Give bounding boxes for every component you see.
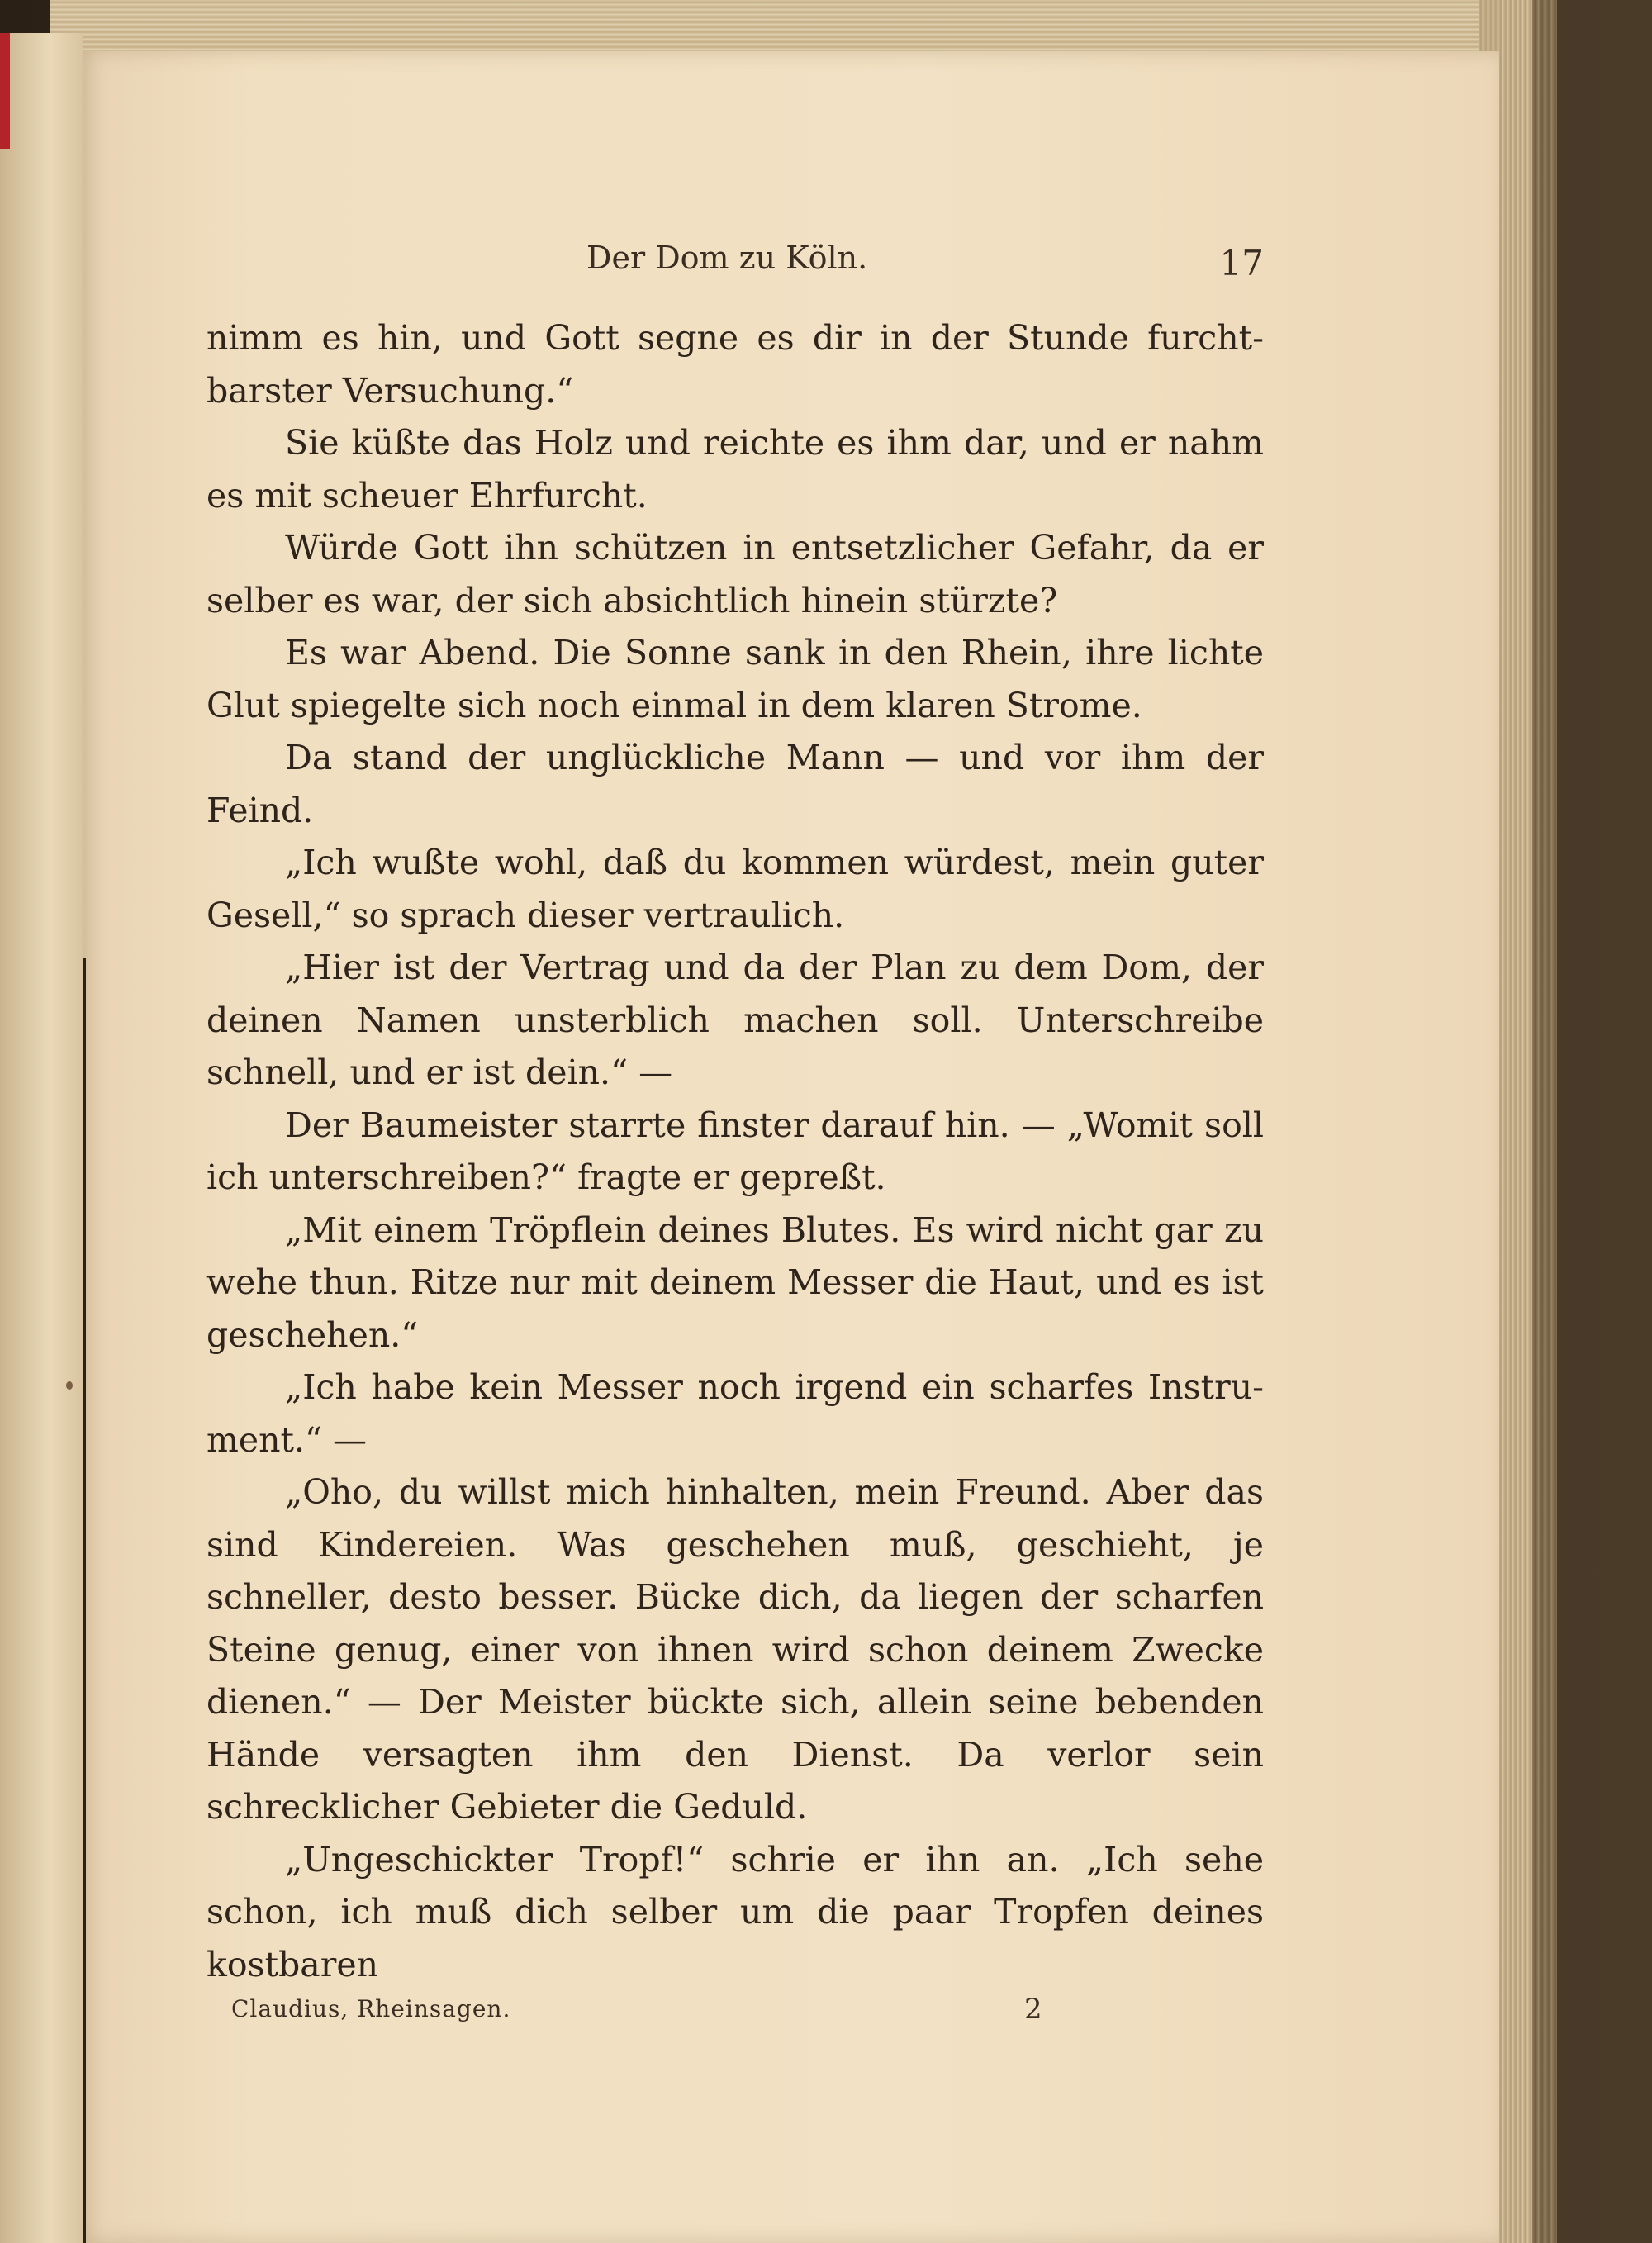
paragraph-1: nimm es hin, und Gott segne es dir in der Stunde furcht-barster Versuchung.“ — [206, 318, 1264, 411]
book-cover — [0, 33, 83, 2243]
paragraph-5: Da stand der unglückliche Mann — und vor ihm der Feind. — [206, 738, 1264, 830]
paragraph-6: „Ich wußte wohl, daß du kommen würdest, mein guter Gesell,“ so sprach dieser vertraulich. — [206, 843, 1264, 935]
page-stack-right-dark — [1532, 0, 1557, 2243]
paragraph-11: „Oho, du willst mich hinhalten, mein Freund. Aber das sind Kindereien. Was geschehen muß, geschieht, je schneller, desto besser. Bücke dich, da liegen der scharfen Steine genug, einer von ihnen wird schon deinem Zwecke dienen.“ — Der Meister bückte sich, allein seine bebenden Hände versagten ihm den Dienst. Da verlor sein schrecklicher Gebieter die Geduld. — [206, 1472, 1264, 1827]
paragraph-4: Es war Abend. Die Sonne sank in den Rhein, ihre lichte Glut spiegelte sich noch einmal in dem klaren Strome. — [206, 633, 1264, 725]
running-head — [206, 240, 1264, 289]
paragraph-8: Der Baumeister starrte finster darauf hin. — „Womit soll ich unterschreiben?“ fragte er gepreßt. — [206, 1105, 1264, 1197]
paragraph-7: „Hier ist der Vertrag und da der Plan zu dem Dom, der deinen Namen unsterblich machen soll. Unterschreibe schnell, und er ist dein.“ — — [206, 948, 1264, 1092]
footer-sheet-number: 2 — [1024, 1993, 1042, 2026]
paragraph-10: „Ich habe kein Messer noch irgend ein scharfes Instru-ment.“ — — [206, 1367, 1264, 1460]
body-text — [206, 312, 1264, 1991]
footer-signature: Claudius, Rheinsagen. — [231, 1995, 511, 2022]
cover-red-edge — [0, 33, 10, 149]
gutter-line — [83, 958, 86, 2243]
paragraph-9: „Mit einem Tröpflein deines Blutes. Es wird nicht gar zu wehe thun. Ritze nur mit deinem Messer die Haut, und es ist geschehen.“ — [206, 1209, 1264, 1355]
page-number: 17 — [1219, 243, 1264, 283]
paper-speck — [66, 1381, 73, 1390]
paragraph-12: „Ungeschickter Tropf!“ schrie er ihn an. „Ich sehe schon, ich muß dich selber um die paar Tropfen deines kostbaren — [206, 1839, 1264, 1984]
paragraph-3: Würde Gott ihn schützen in entsetzlicher Gefahr, da er selber es war, der sich absichtlich hinein stürzte? — [206, 528, 1264, 620]
running-head-title: Der Dom zu Köln. — [586, 240, 868, 276]
paragraph-2: Sie küßte das Holz und reichte es ihm dar, und er nahm es mit scheuer Ehrfurcht. — [206, 423, 1264, 516]
